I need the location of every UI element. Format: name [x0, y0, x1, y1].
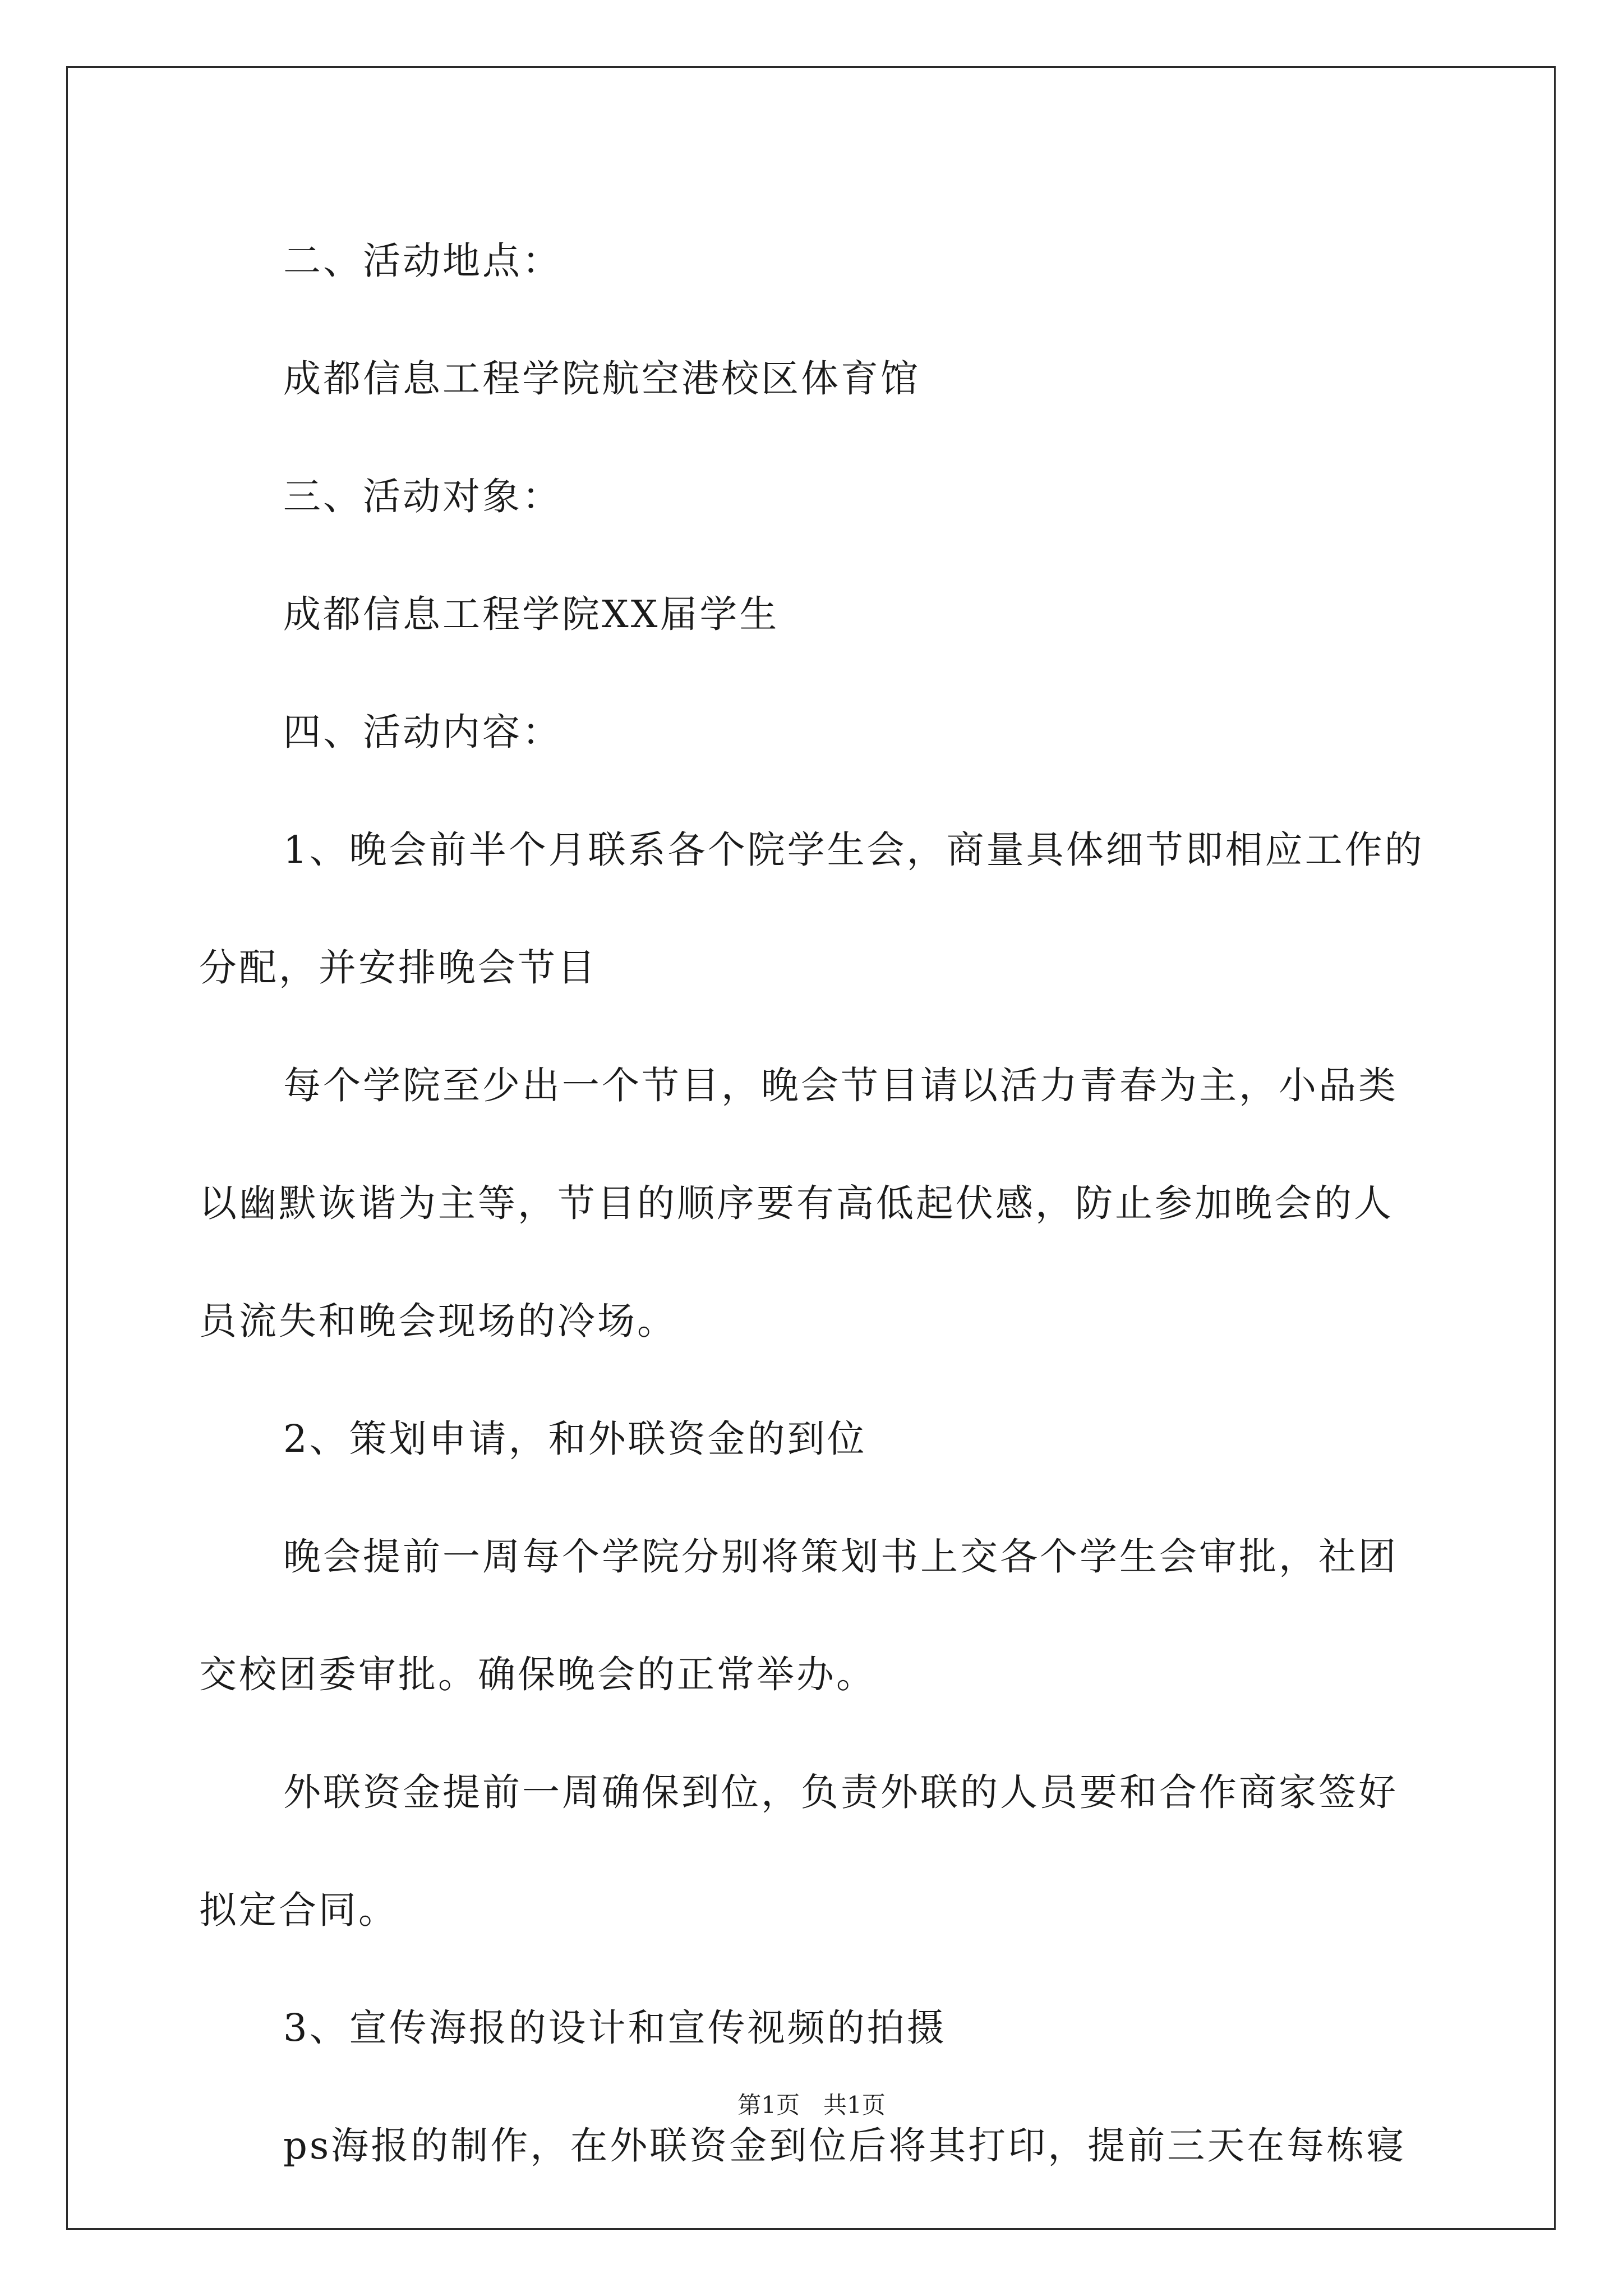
- paragraph: 三、活动对象：: [283, 475, 562, 518]
- paragraph: 分配，并安排晚会节目: [199, 946, 597, 990]
- paragraph: 四、活动内容：: [283, 710, 562, 754]
- paragraph: 1、晚会前半个月联系各个院学生会，商量具体细节即相应工作的: [283, 828, 1424, 872]
- paragraph: 以幽默诙谐为主等，节目的顺序要有高低起伏感，防止参加晚会的人: [199, 1181, 1394, 1225]
- paragraph: 晚会提前一周每个学院分别将策划书上交各个学生会审批，社团: [283, 1535, 1398, 1579]
- paragraph: 拟定合同。: [199, 1888, 398, 1932]
- page-number-footer: 第1页 共1页: [737, 2091, 886, 2119]
- paragraph: 二、活动地点：: [283, 239, 562, 283]
- paragraph: 交校团委审批。确保晚会的正常举办。: [199, 1653, 876, 1696]
- paragraph: 成都信息工程学院航空港校区体育馆: [283, 357, 920, 401]
- paragraph: 外联资金提前一周确保到位，负责外联的人员要和合作商家签好: [283, 1770, 1398, 1814]
- paragraph: 员流失和晚会现场的冷场。: [199, 1299, 677, 1343]
- paragraph: ps海报的制作，在外联资金到位后将其打印，提前三天在每栋寝: [283, 2124, 1407, 2168]
- document-body: [199, 202, 1433, 2205]
- paragraph: 3、宣传海报的设计和宣传视频的拍摄: [283, 2006, 947, 2050]
- paragraph: 成都信息工程学院XX届学生: [283, 592, 780, 636]
- paragraph: 每个学院至少出一个节目，晚会节目请以活力青春为主，小品类: [283, 1064, 1398, 1107]
- paragraph: 2、策划申请，和外联资金的到位: [283, 1417, 867, 1461]
